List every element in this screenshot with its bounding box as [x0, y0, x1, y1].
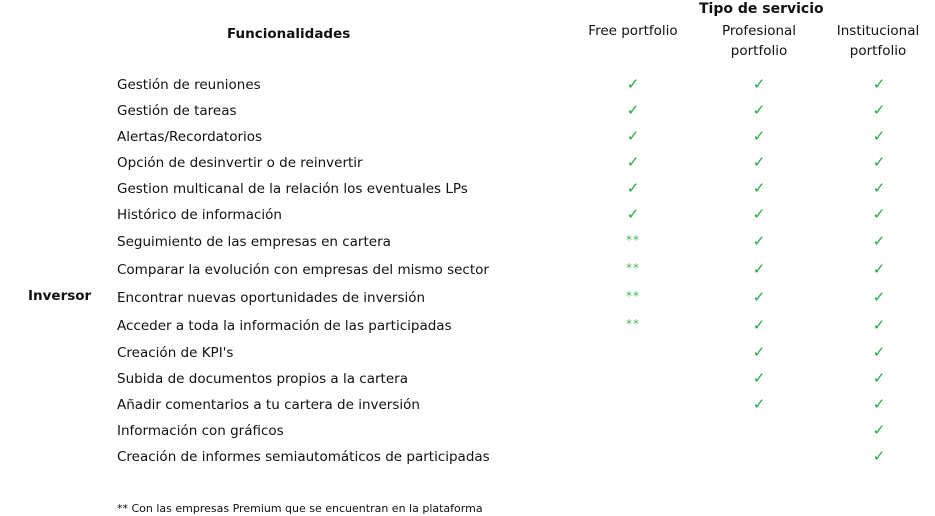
check-icon: ✓ — [872, 288, 886, 306]
premium-asterisk-icon: ** — [626, 233, 640, 247]
feature-label: Gestión de reuniones — [117, 77, 261, 93]
check-icon: ✓ — [752, 395, 766, 413]
feature-label: Añadir comentarios a tu cartera de inversión — [117, 397, 420, 413]
check-icon: ✓ — [752, 127, 766, 145]
feature-label: Seguimiento de las empresas en cartera — [117, 234, 391, 250]
check-icon: ✓ — [872, 395, 886, 413]
check-icon: ✓ — [752, 288, 766, 306]
column-header-institucional: Institucional portfolio — [836, 23, 920, 59]
check-icon: ✓ — [752, 343, 766, 361]
check-icon: ✓ — [872, 205, 886, 223]
check-icon: ✓ — [626, 205, 640, 223]
check-icon: ✓ — [752, 260, 766, 278]
features-header: Funcionalidades — [227, 26, 351, 42]
service-type-header: Tipo de servicio — [699, 1, 824, 17]
check-icon: ✓ — [872, 232, 886, 250]
check-icon: ✓ — [872, 447, 886, 465]
feature-label: Creación de KPI's — [117, 345, 234, 361]
check-icon: ✓ — [626, 101, 640, 119]
check-icon: ✓ — [872, 75, 886, 93]
footnote: ** Con las empresas Premium que se encuentran en la plataforma — [117, 502, 483, 515]
check-icon: ✓ — [872, 421, 886, 439]
check-icon: ✓ — [872, 343, 886, 361]
feature-label: Gestion multicanal de la relación los eventuales LPs — [117, 181, 468, 197]
check-icon: ✓ — [872, 369, 886, 387]
check-icon: ✓ — [752, 232, 766, 250]
check-icon: ✓ — [752, 179, 766, 197]
premium-asterisk-icon: ** — [626, 261, 640, 275]
check-icon: ✓ — [752, 101, 766, 119]
column-header-profesional: Profesional portfolio — [721, 23, 797, 59]
check-icon: ✓ — [626, 75, 640, 93]
check-icon: ✓ — [752, 369, 766, 387]
feature-label: Información con gráficos — [117, 423, 284, 439]
premium-asterisk-icon: ** — [626, 289, 640, 303]
check-icon: ✓ — [872, 153, 886, 171]
column-header-free: Free portfolio — [588, 23, 678, 39]
check-icon: ✓ — [872, 316, 886, 334]
feature-label: Histórico de información — [117, 207, 282, 223]
feature-label: Encontrar nuevas oportunidades de inversión — [117, 290, 426, 306]
check-icon: ✓ — [626, 179, 640, 197]
feature-label: Creación de informes semiautomáticos de participadas — [117, 449, 490, 465]
check-icon: ✓ — [872, 179, 886, 197]
feature-label: Acceder a toda la información de las participadas — [117, 318, 452, 334]
check-icon: ✓ — [752, 205, 766, 223]
feature-label: Subida de documentos propios a la cartera — [117, 371, 408, 387]
feature-label: Comparar la evolución con empresas del mismo sector — [117, 262, 489, 278]
investor-row-group-label: Inversor — [28, 288, 92, 304]
check-icon: ✓ — [752, 75, 766, 93]
check-icon: ✓ — [872, 260, 886, 278]
check-icon: ✓ — [752, 153, 766, 171]
check-icon: ✓ — [752, 316, 766, 334]
check-icon: ✓ — [626, 127, 640, 145]
check-icon: ✓ — [872, 101, 886, 119]
feature-label: Opción de desinvertir o de reinvertir — [117, 155, 363, 171]
check-icon: ✓ — [626, 153, 640, 171]
check-icon: ✓ — [872, 127, 886, 145]
feature-label: Gestión de tareas — [117, 103, 237, 119]
premium-asterisk-icon: ** — [626, 317, 640, 331]
feature-label: Alertas/Recordatorios — [117, 129, 263, 145]
